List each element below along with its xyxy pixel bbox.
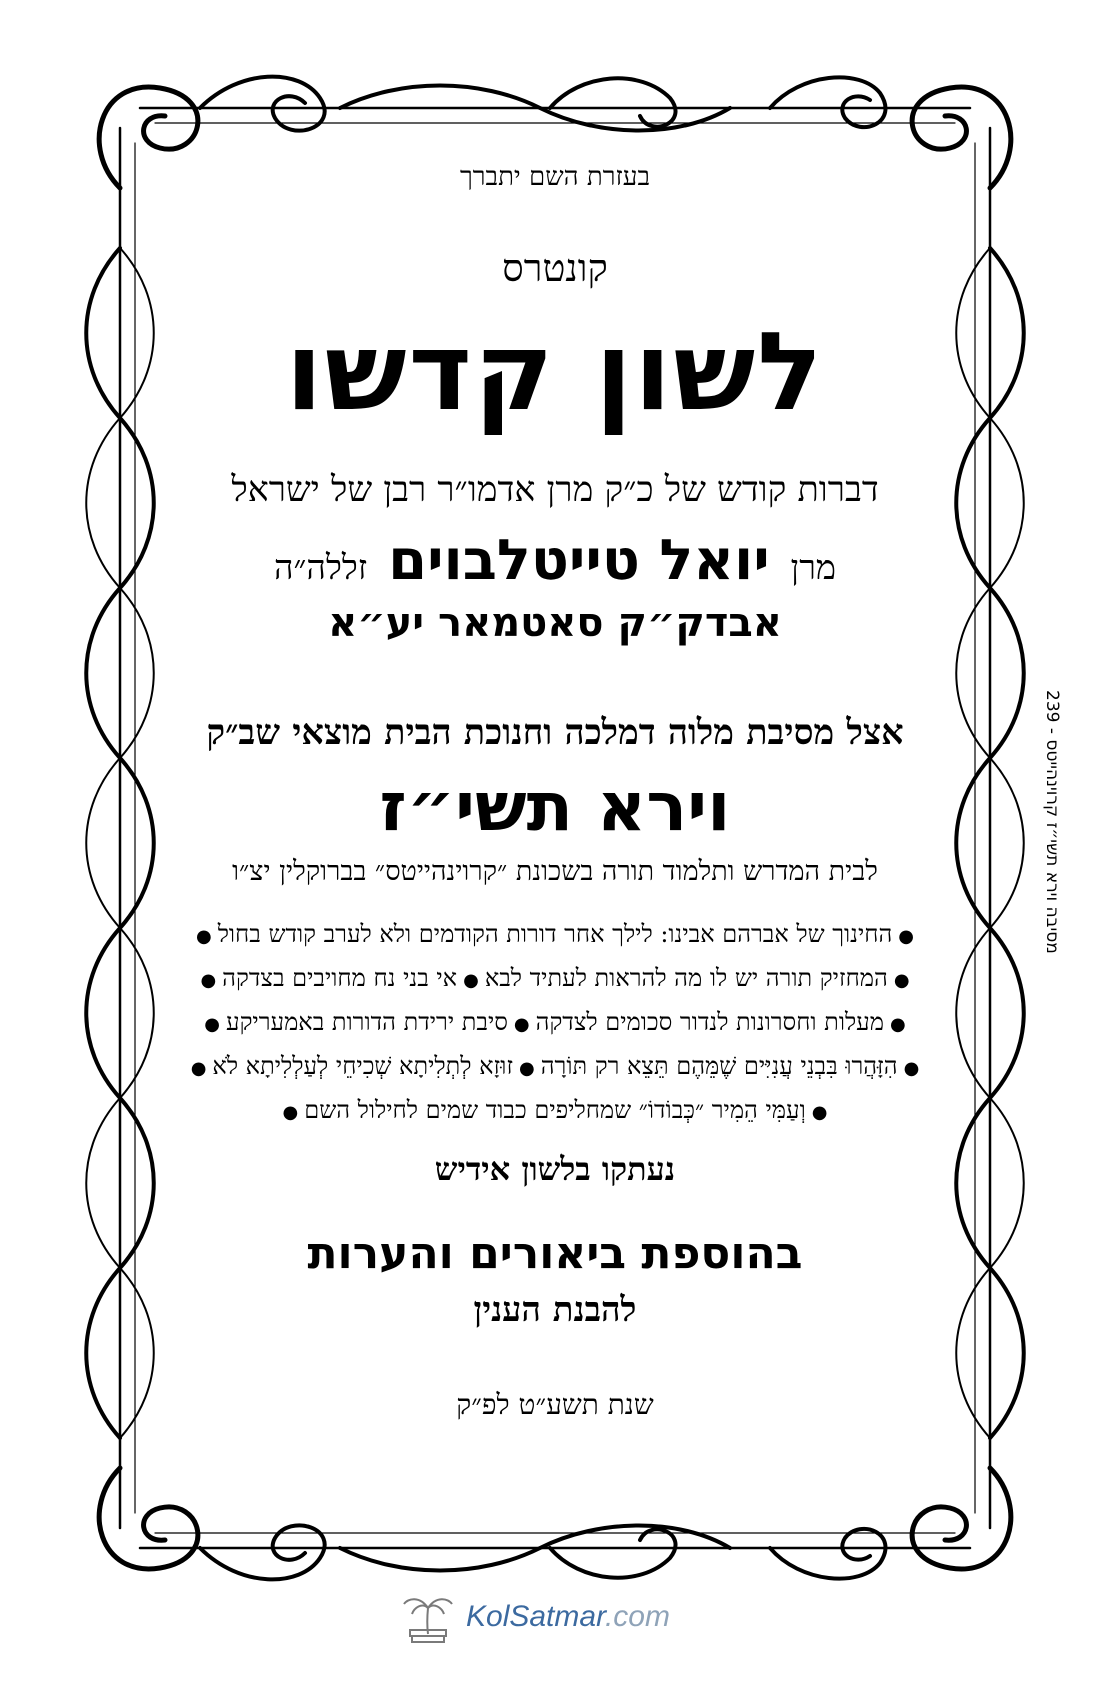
topic-item: המחזיק תורה יש לו מה להראות לעתיד לבא xyxy=(484,964,888,992)
topic-item: וְעַמִּי הֵמִיר ״כְּבוֹדוֹ״ שמחליפים כבוד שמים לחילול השם xyxy=(304,1096,806,1124)
book-title: לשון קדשו xyxy=(285,310,825,435)
addition-line: בהוספת ביאורים והערות xyxy=(307,1228,803,1279)
occasion-line: אצל מסיבת מלוה דמלכה וחנוכת הבית מוצאי שב״ק xyxy=(206,712,904,753)
parsha-year: וירא תשי״ז xyxy=(379,768,731,847)
bullet-icon: ● xyxy=(519,1058,535,1079)
rebbe-name-line xyxy=(150,528,960,593)
topic-item: החינוך של אברהם אבינו: לילך אחר דורות הקודמים ולא לערב קודש בחול xyxy=(217,920,893,948)
title-page-content xyxy=(150,150,960,1530)
bullet-icon: ● xyxy=(190,1058,207,1079)
topic-row xyxy=(150,1096,960,1125)
brand-name: KolSatmar xyxy=(466,1600,605,1633)
rebbe-name: יואל טייטלבוים xyxy=(388,528,770,593)
topic-item: סיבת ירידת הדורות באמעריקע xyxy=(225,1008,508,1036)
blessing-line: בעזרת השם יתברך xyxy=(460,162,650,192)
bullet-icon: ● xyxy=(811,1102,828,1123)
maran-prefix: מרן xyxy=(790,548,837,588)
translated-line: נעתקו בלשון אידיש xyxy=(434,1150,676,1188)
bullet-icon: ● xyxy=(463,970,479,991)
kuntres-label: קונטרס xyxy=(502,246,608,290)
topic-item: הִזָּהֲרוּ בִּבְנֵי עֲנִיִּים שֶׁמֵּהֶם תֵּצֵא רק תּוֹרָה xyxy=(540,1052,898,1080)
topic-item: מעלות וחסרונות לנדור סכומים לצדקה xyxy=(535,1008,884,1036)
bullet-icon: ● xyxy=(195,926,212,947)
topic-row xyxy=(150,920,960,949)
av-beis-din-line: אבדק״ק סאטמאר יע״א xyxy=(328,600,782,646)
bullet-icon: ● xyxy=(204,1014,220,1035)
brand-text[interactable] xyxy=(466,1600,670,1634)
beis-medrash-line: לבית המדרש ותלמוד תורה בשכונת ״קרוינהייטס״ בברוקלין יצ״ו xyxy=(232,856,878,887)
publication-year: שנת תשע״ט לפ״ק xyxy=(456,1388,654,1421)
maran-suffix: זללה״ה xyxy=(273,548,368,588)
topic-row xyxy=(150,1052,960,1081)
bullet-icon: ● xyxy=(282,1102,299,1123)
bullet-icon: ● xyxy=(890,1014,906,1035)
topic-item: זוּזָא לְתְלִיתָא שְׁכִיחֵי לְעַלְלִיתָא לֹא xyxy=(212,1052,514,1080)
topic-row xyxy=(150,964,960,993)
bullet-icon: ● xyxy=(513,1014,530,1035)
bullet-icon: ● xyxy=(893,970,910,991)
topic-item: אי בני נח מחויבים בצדקה xyxy=(222,964,458,992)
topic-row xyxy=(150,1008,960,1037)
kolsatmar-logo[interactable] xyxy=(400,1588,700,1648)
brand-domain: .com xyxy=(604,1600,670,1633)
palm-tree-books-icon xyxy=(400,1590,456,1646)
side-note-text: מסיבה וירא תשי״ז קרוינהייטס - 239 xyxy=(1042,690,1062,954)
bullet-icon: ● xyxy=(200,970,217,991)
bullet-icon: ● xyxy=(898,926,915,947)
understanding-line: להבנת הענין xyxy=(473,1290,637,1330)
bullet-icon: ● xyxy=(903,1058,920,1079)
divrei-kodesh-line: דברות קודש של כ״ק מרן אדמו״ר רבן של ישראל xyxy=(231,470,879,510)
